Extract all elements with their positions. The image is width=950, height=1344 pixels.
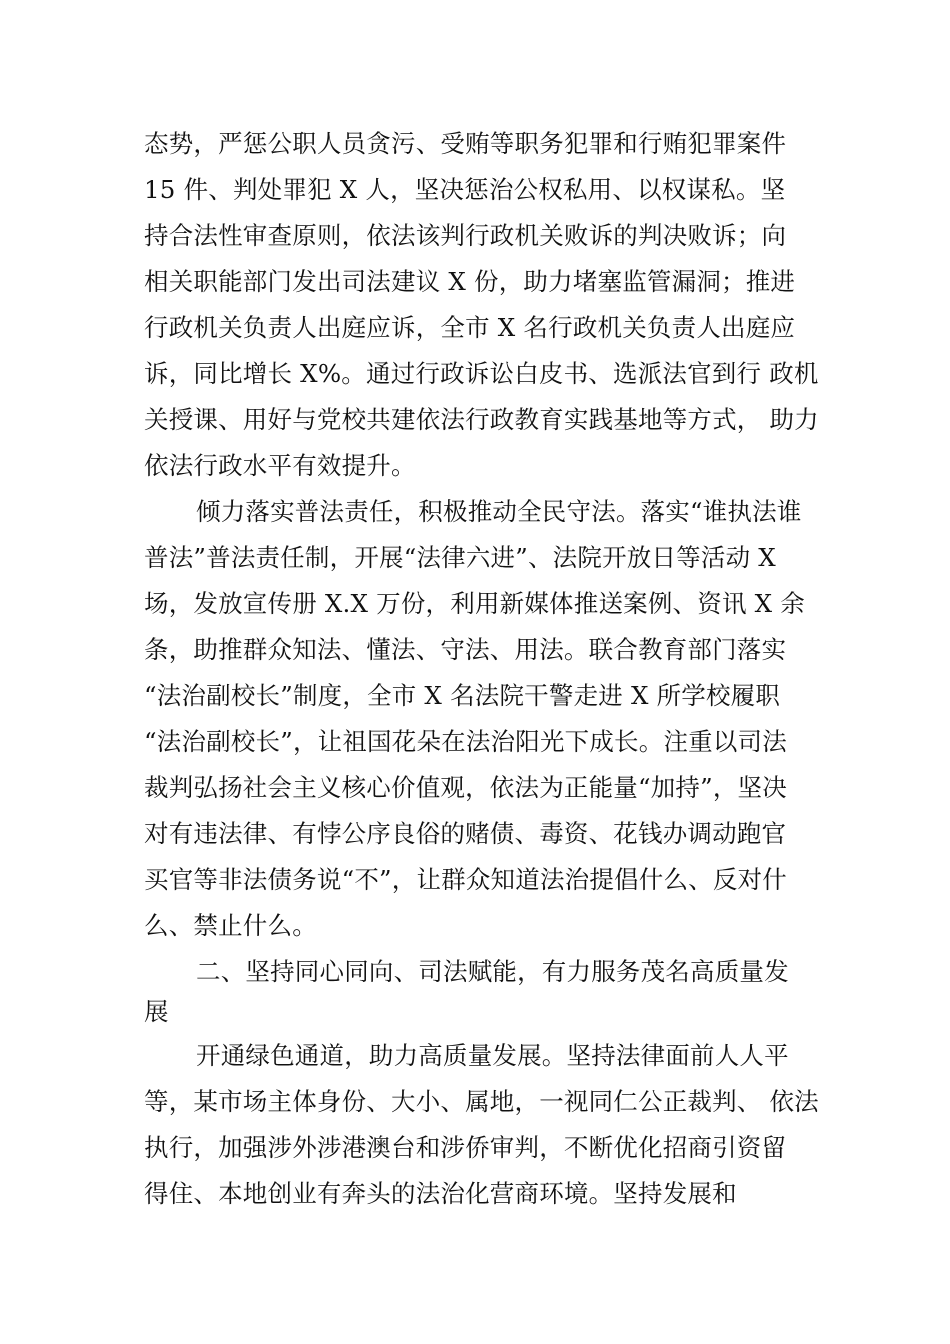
paragraph-start-line: 倾力落实普法责任，积极推动全民守法。落实“谁执法谁 — [196, 497, 802, 526]
text-line: 对有违法律、有悖公序良俗的赌债、毒资、花钱办调动跑官 — [144, 819, 787, 848]
paragraph-start-line: 开通绿色通道，助力高质量发展。坚持法律面前人人平 — [196, 1041, 789, 1070]
section-heading-continued: 展 — [144, 997, 169, 1026]
text-line: 依法行政水平有效提升。 — [144, 451, 416, 480]
text-line: 持合法性审查原则，依法该判行政机关败诉的判决败诉；向 — [144, 221, 787, 250]
text-line: 么、禁止什么。 — [144, 911, 317, 940]
text-line: 得住、本地创业有奔头的法治化营商环境。坚持发展和 — [144, 1179, 737, 1208]
section-heading: 二、坚持同心同向、司法赋能，有力服务茂名高质量发 — [196, 957, 789, 986]
text-line: 诉，同比增长 X%。通过行政诉讼白皮书、选派法官到行 政机 — [144, 359, 819, 388]
text-line: 买官等非法债务说“不”，让群众知道法治提倡什么、反对什 — [144, 865, 787, 894]
text-line: 裁判弘扬社会主义核心价值观，依法为正能量“加持”，坚决 — [144, 773, 787, 802]
text-line: 场，发放宣传册 X.X 万份，利用新媒体推送案例、资讯 X 余 — [144, 589, 805, 618]
text-line: 条，助推群众知法、懂法、守法、用法。联合教育部门落实 — [144, 635, 787, 664]
text-line: 相关职能部门发出司法建议 X 份，助力堵塞监管漏洞；推进 — [144, 267, 796, 296]
text-line: 态势，严惩公职人员贪污、受贿等职务犯罪和行贿犯罪案件 — [144, 129, 787, 158]
text-line: 等，某市场主体身份、大小、属地，一视同仁公正裁判、 依法 — [144, 1087, 819, 1116]
text-line: 普法”普法责任制，开展“法律六进”、法院开放日等活动 X — [144, 543, 776, 572]
text-line: “法治副校长”，让祖国花朵在法治阳光下成长。注重以司法 — [144, 727, 787, 756]
text-line: 关授课、用好与党校共建依法行政教育实践基地等方式， 助力 — [144, 405, 819, 434]
text-line: 执行，加强涉外涉港澳台和涉侨审判，不断优化招商引资留 — [144, 1133, 787, 1162]
text-line: 行政机关负责人出庭应诉，全市 X 名行政机关负责人出庭应 — [144, 313, 796, 342]
text-line: “法治副校长”制度，全市 X 名法院干警走进 X 所学校履职 — [144, 681, 781, 710]
text-line: 15 件、判处罪犯 X 人，坚决惩治公权私用、以权谋私。坚 — [144, 175, 786, 204]
